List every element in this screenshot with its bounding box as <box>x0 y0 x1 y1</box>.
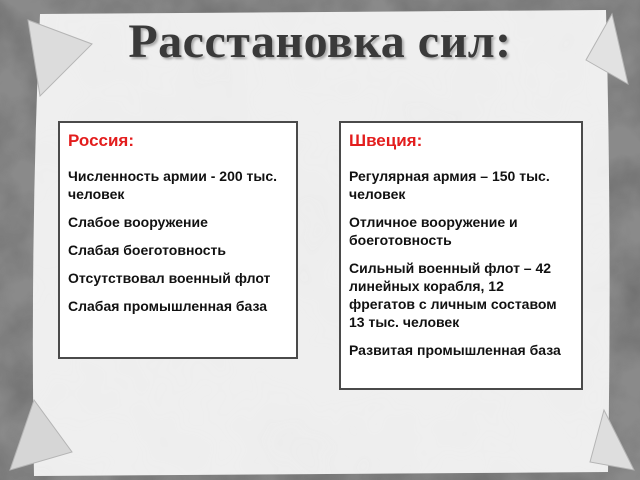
sweden-panel <box>339 121 583 390</box>
list-item: Слабая боеготовность <box>68 242 227 258</box>
sweden-list <box>349 167 573 359</box>
russia-panel <box>58 121 298 359</box>
russia-list <box>68 167 288 315</box>
list-item: Отличное вооружение и боеготовность <box>349 214 518 248</box>
list-item: Развитая промышленная база <box>349 342 561 358</box>
sweden-heading: Швеция: <box>349 131 423 150</box>
list-item: Слабое вооружение <box>68 214 208 230</box>
russia-heading: Россия: <box>68 131 135 150</box>
list-item: Численность армии - 200 тыс. человек <box>68 168 278 202</box>
list-item: Отсутствовал военный флот <box>68 270 271 286</box>
list-item: Регулярная армия – 150 тыс. человек <box>349 168 550 202</box>
list-item: Сильный военный флот – 42 линейных корабля, 12 фрегатов с личным составом 13 тыс. человек <box>349 260 557 330</box>
list-item: Слабая промышленная база <box>68 298 268 314</box>
slide-title: Расстановка сил: <box>128 15 512 68</box>
